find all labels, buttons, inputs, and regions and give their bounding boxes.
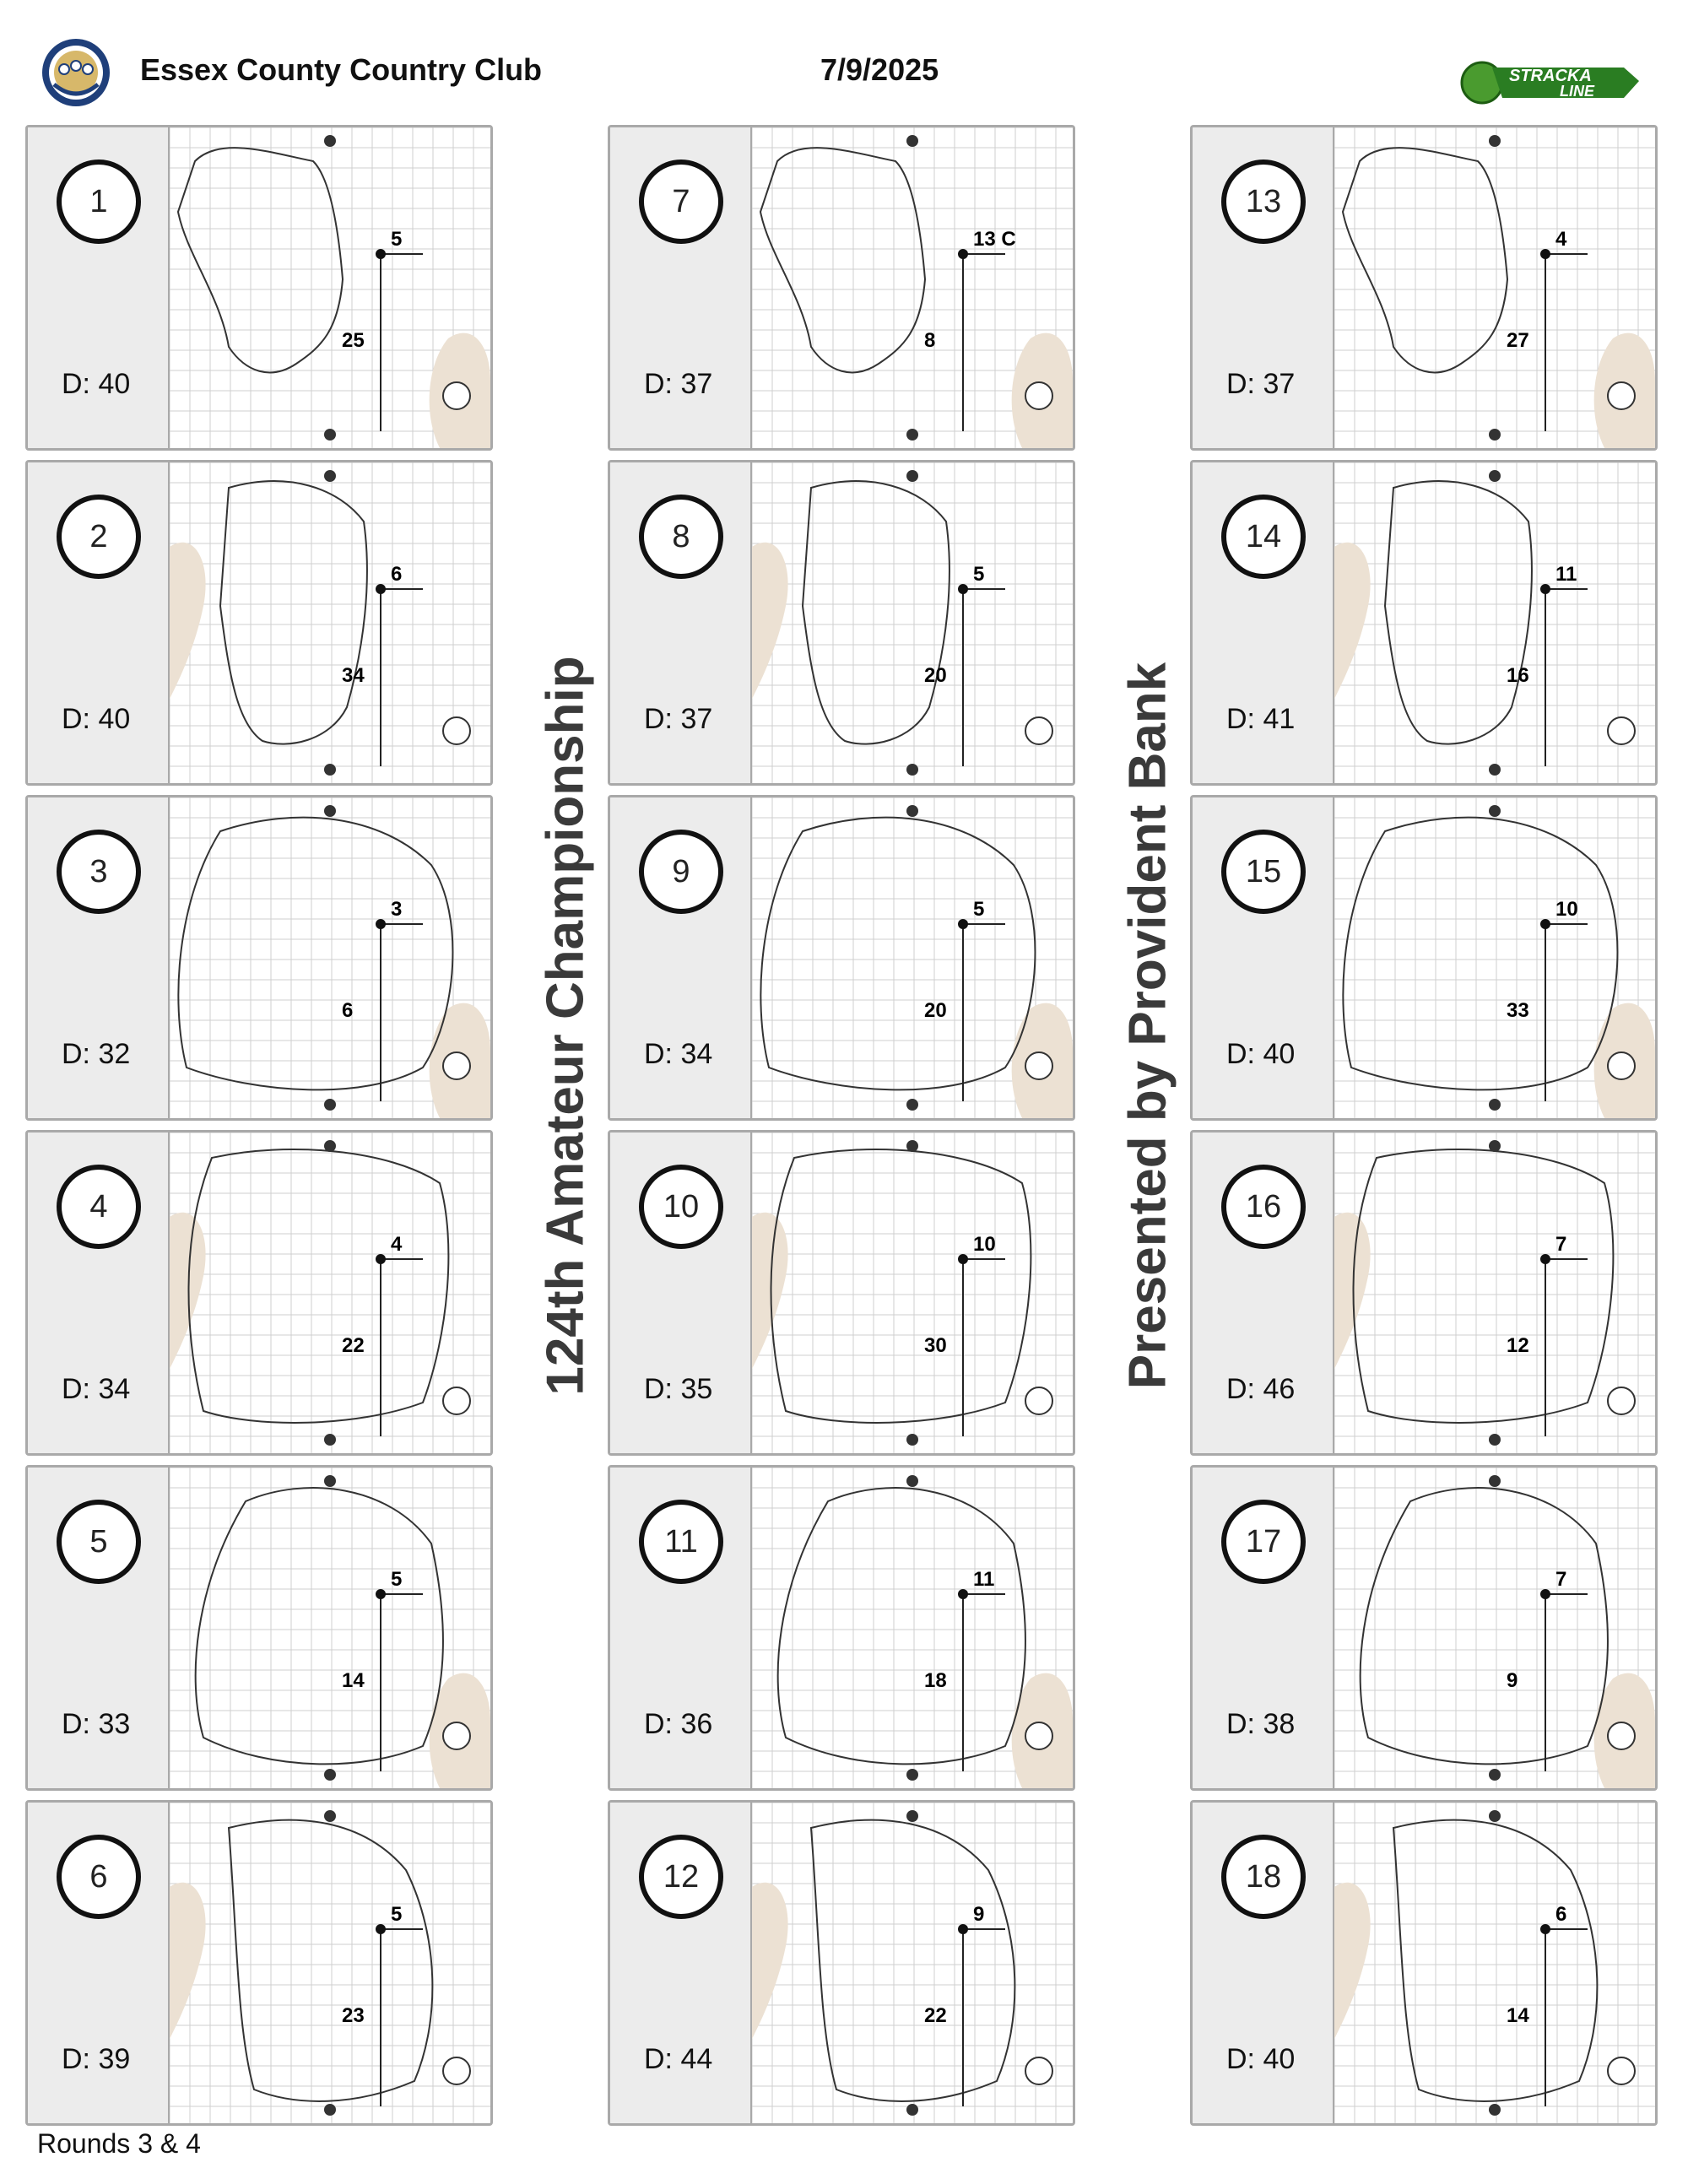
pin-side-distance: 4 (391, 1233, 403, 1256)
hole-number: 14 (1221, 495, 1306, 579)
compass-icon (443, 382, 470, 409)
pin-location-marker (376, 249, 386, 259)
yardage-grid (170, 1133, 490, 1453)
bunker (170, 1213, 206, 1369)
pin-depth-distance: 6 (342, 999, 354, 1022)
pin-side-distance: 9 (973, 1903, 985, 1926)
compass-icon (443, 1052, 470, 1079)
pin-location-marker (376, 1589, 386, 1599)
green-front-marker (1489, 1434, 1501, 1446)
pin-depth-distance: 34 (342, 664, 365, 687)
bunker (170, 1883, 206, 2039)
hole-card-5 (25, 1465, 493, 1791)
green-outline (229, 1820, 432, 2101)
pin-location-marker (958, 1589, 968, 1599)
hole-card-7 (608, 125, 1075, 451)
compass-icon (1025, 1387, 1052, 1414)
yardage-grid (752, 1133, 1073, 1453)
yardage-grid (1334, 1803, 1655, 2123)
green-diagram (170, 1133, 490, 1453)
green-back-marker (906, 1475, 918, 1487)
compass-icon (443, 717, 470, 744)
hole-card-4 (25, 1130, 493, 1456)
green-diagram (170, 127, 490, 448)
pin-side-distance: 5 (973, 898, 985, 921)
green-depth: D: 32 (62, 1038, 131, 1070)
club-name: Essex County Country Club (140, 52, 543, 87)
pin-side-distance: 11 (973, 1568, 995, 1591)
hole-number: 4 (57, 1165, 141, 1249)
green-depth: D: 44 (644, 2043, 713, 2075)
green-back-marker (906, 805, 918, 817)
pin-location-marker (958, 1254, 968, 1264)
hole-number: 1 (57, 159, 141, 244)
green-depth: D: 41 (1226, 703, 1296, 735)
yardage-grid (170, 1803, 490, 2123)
green-back-marker (324, 1810, 336, 1822)
green-diagram (752, 1468, 1073, 1788)
green-front-marker (324, 1099, 336, 1111)
hole-number: 3 (57, 830, 141, 914)
hole-number: 18 (1221, 1835, 1306, 1919)
pin-location-marker (376, 1254, 386, 1264)
hole-number: 6 (57, 1835, 141, 1919)
green-outline (196, 1488, 443, 1764)
green-diagram (752, 797, 1073, 1118)
green-back-marker (906, 470, 918, 482)
pin-depth-distance: 18 (924, 1669, 947, 1692)
green-outline (189, 1149, 449, 1423)
hole-card-1 (25, 125, 493, 451)
bunker (1334, 1883, 1371, 2039)
hole-card-10 (608, 1130, 1075, 1456)
hole-info-panel (28, 1468, 170, 1788)
pin-side-distance: 5 (391, 228, 403, 251)
compass-icon (1025, 1722, 1052, 1749)
pin-depth-distance: 12 (1507, 1334, 1529, 1357)
green-outline (811, 1820, 1014, 2101)
hole-info-panel (610, 1468, 752, 1788)
green-diagram (752, 1133, 1073, 1453)
hole-info-panel (28, 1133, 170, 1453)
pin-location-marker (376, 1924, 386, 1934)
hole-info-panel (1193, 127, 1334, 448)
bunker (752, 1213, 788, 1369)
pin-location-marker (958, 584, 968, 594)
pin-location-marker (1540, 1589, 1550, 1599)
green-depth: D: 37 (1226, 368, 1296, 400)
hole-info-panel (1193, 1468, 1334, 1788)
club-crest-icon (37, 34, 115, 111)
green-depth: D: 38 (1226, 1708, 1296, 1740)
hole-card-3 (25, 795, 493, 1121)
pin-location-marker (1540, 1924, 1550, 1934)
pin-depth-distance: 33 (1507, 999, 1529, 1022)
green-diagram (170, 1468, 490, 1788)
green-depth: D: 37 (644, 368, 713, 400)
compass-icon (443, 1722, 470, 1749)
hole-card-13 (1190, 125, 1658, 451)
hole-card-15 (1190, 795, 1658, 1121)
green-front-marker (1489, 764, 1501, 776)
hole-info-panel (28, 1803, 170, 2123)
compass-icon (1608, 1722, 1635, 1749)
bunker (170, 543, 206, 699)
yardage-grid (1334, 1133, 1655, 1453)
compass-icon (1025, 382, 1052, 409)
svg-text:STRACKA: STRACKA (1509, 67, 1592, 85)
yardage-grid (170, 462, 490, 783)
green-front-marker (1489, 1099, 1501, 1111)
pin-side-distance: 4 (1555, 228, 1567, 251)
rounds-label: Rounds 3 & 4 (37, 2128, 201, 2159)
green-back-marker (1489, 470, 1501, 482)
green-front-marker (324, 1769, 336, 1781)
compass-icon (1608, 382, 1635, 409)
green-outline (778, 1488, 1025, 1764)
green-diagram (1334, 127, 1655, 448)
pin-depth-distance: 27 (1507, 329, 1529, 352)
green-back-marker (1489, 1810, 1501, 1822)
green-back-marker (1489, 1140, 1501, 1152)
bunker (1334, 1213, 1371, 1369)
green-depth: D: 39 (62, 2043, 131, 2075)
hole-card-17 (1190, 1465, 1658, 1791)
green-depth: D: 33 (62, 1708, 131, 1740)
green-front-marker (1489, 2104, 1501, 2116)
green-depth: D: 40 (1226, 2043, 1296, 2075)
hole-number: 8 (639, 495, 723, 579)
compass-icon (1608, 1052, 1635, 1079)
green-outline (1343, 148, 1507, 372)
green-back-marker (324, 470, 336, 482)
hole-info-panel (610, 1803, 752, 2123)
green-outline (1354, 1149, 1614, 1423)
compass-icon (443, 2057, 470, 2084)
hole-card-6 (25, 1800, 493, 2126)
pin-depth-distance: 20 (924, 664, 947, 687)
hole-number: 17 (1221, 1500, 1306, 1584)
hole-info-panel (610, 797, 752, 1118)
green-outline (760, 148, 925, 372)
pin-location-marker (1540, 919, 1550, 929)
compass-icon (1608, 1387, 1635, 1414)
green-front-marker (1489, 1769, 1501, 1781)
hole-info-panel (1193, 797, 1334, 1118)
hole-number: 16 (1221, 1165, 1306, 1249)
pin-depth-distance: 14 (342, 1669, 365, 1692)
green-back-marker (324, 1140, 336, 1152)
pin-location-marker (376, 584, 386, 594)
hole-card-12 (608, 1800, 1075, 2126)
hole-number: 2 (57, 495, 141, 579)
green-front-marker (906, 1099, 918, 1111)
green-diagram (752, 462, 1073, 783)
pin-side-distance: 6 (391, 563, 403, 586)
green-depth: D: 37 (644, 703, 713, 735)
green-front-marker (324, 2104, 336, 2116)
pin-side-distance: 5 (973, 563, 985, 586)
hole-card-18 (1190, 1800, 1658, 2126)
green-back-marker (906, 1810, 918, 1822)
green-diagram (752, 1803, 1073, 2123)
compass-icon (1025, 1052, 1052, 1079)
pin-depth-distance: 20 (924, 999, 947, 1022)
green-diagram (1334, 1803, 1655, 2123)
green-diagram (1334, 462, 1655, 783)
green-back-marker (1489, 135, 1501, 147)
green-back-marker (324, 1475, 336, 1487)
green-back-marker (324, 805, 336, 817)
pin-depth-distance: 14 (1507, 2004, 1529, 2027)
bunker (752, 543, 788, 699)
hole-number: 7 (639, 159, 723, 244)
green-front-marker (906, 1434, 918, 1446)
green-depth: D: 36 (644, 1708, 713, 1740)
hole-info-panel (28, 462, 170, 783)
hole-number: 9 (639, 830, 723, 914)
hole-number: 11 (639, 1500, 723, 1584)
hole-card-9 (608, 795, 1075, 1121)
pin-location-marker (958, 1924, 968, 1934)
green-back-marker (1489, 805, 1501, 817)
green-outline (178, 148, 343, 372)
pin-depth-distance: 16 (1507, 664, 1529, 687)
green-front-marker (1489, 429, 1501, 441)
pin-depth-distance: 25 (342, 329, 365, 352)
green-diagram (1334, 1133, 1655, 1453)
bunker (1334, 543, 1371, 699)
pin-side-distance: 3 (391, 898, 403, 921)
pin-depth-distance: 22 (924, 2004, 947, 2027)
hole-card-8 (608, 460, 1075, 786)
green-outline (1385, 481, 1532, 743)
presenter-title: Presented by Provident Bank (1118, 662, 1177, 1390)
green-diagram (1334, 797, 1655, 1118)
pin-depth-distance: 30 (924, 1334, 947, 1357)
hole-info-panel (1193, 1133, 1334, 1453)
pin-depth-distance: 9 (1507, 1669, 1518, 1692)
pin-location-marker (1540, 1254, 1550, 1264)
event-date: 7/9/2025 (820, 52, 939, 87)
green-front-marker (324, 1434, 336, 1446)
hole-info-panel (1193, 1803, 1334, 2123)
hole-info-panel (28, 127, 170, 448)
hole-info-panel (610, 127, 752, 448)
green-back-marker (906, 1140, 918, 1152)
hole-number: 13 (1221, 159, 1306, 244)
pin-depth-distance: 8 (924, 329, 936, 352)
hole-info-panel (610, 462, 752, 783)
green-outline (803, 481, 950, 743)
hole-card-2 (25, 460, 493, 786)
green-diagram (170, 462, 490, 783)
pin-side-distance: 5 (391, 1568, 403, 1591)
pin-side-distance: 5 (391, 1903, 403, 1926)
green-depth: D: 40 (1226, 1038, 1296, 1070)
pin-location-marker (958, 249, 968, 259)
green-front-marker (906, 429, 918, 441)
green-depth: D: 40 (62, 368, 131, 400)
pin-side-distance: 13 C (973, 228, 1016, 251)
green-outline (1361, 1488, 1608, 1764)
green-outline (771, 1149, 1031, 1423)
event-title: 124th Amateur Championship (536, 656, 595, 1396)
green-depth: D: 34 (644, 1038, 713, 1070)
svg-text:LINE: LINE (1560, 83, 1595, 100)
pin-location-marker (376, 919, 386, 929)
yardage-grid (1334, 462, 1655, 783)
hole-number: 15 (1221, 830, 1306, 914)
pin-side-distance: 10 (1555, 898, 1578, 921)
green-front-marker (906, 764, 918, 776)
green-depth: D: 35 (644, 1373, 713, 1405)
compass-icon (1025, 717, 1052, 744)
pin-side-distance: 6 (1555, 1903, 1567, 1926)
green-depth: D: 34 (62, 1373, 131, 1405)
hole-number: 10 (639, 1165, 723, 1249)
compass-icon (443, 1387, 470, 1414)
pin-side-distance: 7 (1555, 1568, 1567, 1591)
pin-side-distance: 10 (973, 1233, 996, 1256)
green-back-marker (324, 135, 336, 147)
green-outline (1393, 1820, 1597, 2101)
green-diagram (170, 797, 490, 1118)
hole-info-panel (610, 1133, 752, 1453)
pin-location-marker (1540, 584, 1550, 594)
hole-card-14 (1190, 460, 1658, 786)
green-diagram (752, 127, 1073, 448)
green-back-marker (1489, 1475, 1501, 1487)
yardage-grid (752, 1803, 1073, 2123)
pin-depth-distance: 22 (342, 1334, 365, 1357)
compass-icon (1608, 717, 1635, 744)
pin-depth-distance: 23 (342, 2004, 365, 2027)
bunker (752, 1883, 788, 2039)
hole-info-panel (1193, 462, 1334, 783)
green-front-marker (906, 1769, 918, 1781)
green-back-marker (906, 135, 918, 147)
green-depth: D: 40 (62, 703, 131, 735)
yardage-grid (752, 462, 1073, 783)
hole-info-panel (28, 797, 170, 1118)
pin-location-marker (958, 919, 968, 929)
pin-side-distance: 11 (1555, 563, 1577, 586)
hole-card-16 (1190, 1130, 1658, 1456)
hole-card-11 (608, 1465, 1075, 1791)
green-front-marker (324, 764, 336, 776)
stracka-line-logo (1458, 51, 1644, 110)
pin-side-distance: 7 (1555, 1233, 1567, 1256)
green-diagram (170, 1803, 490, 2123)
green-depth: D: 46 (1226, 1373, 1296, 1405)
green-front-marker (906, 2104, 918, 2116)
hole-number: 5 (57, 1500, 141, 1584)
hole-number: 12 (639, 1835, 723, 1919)
green-front-marker (324, 429, 336, 441)
pin-location-marker (1540, 249, 1550, 259)
compass-icon (1025, 2057, 1052, 2084)
green-outline (220, 481, 367, 743)
green-diagram (1334, 1468, 1655, 1788)
compass-icon (1608, 2057, 1635, 2084)
